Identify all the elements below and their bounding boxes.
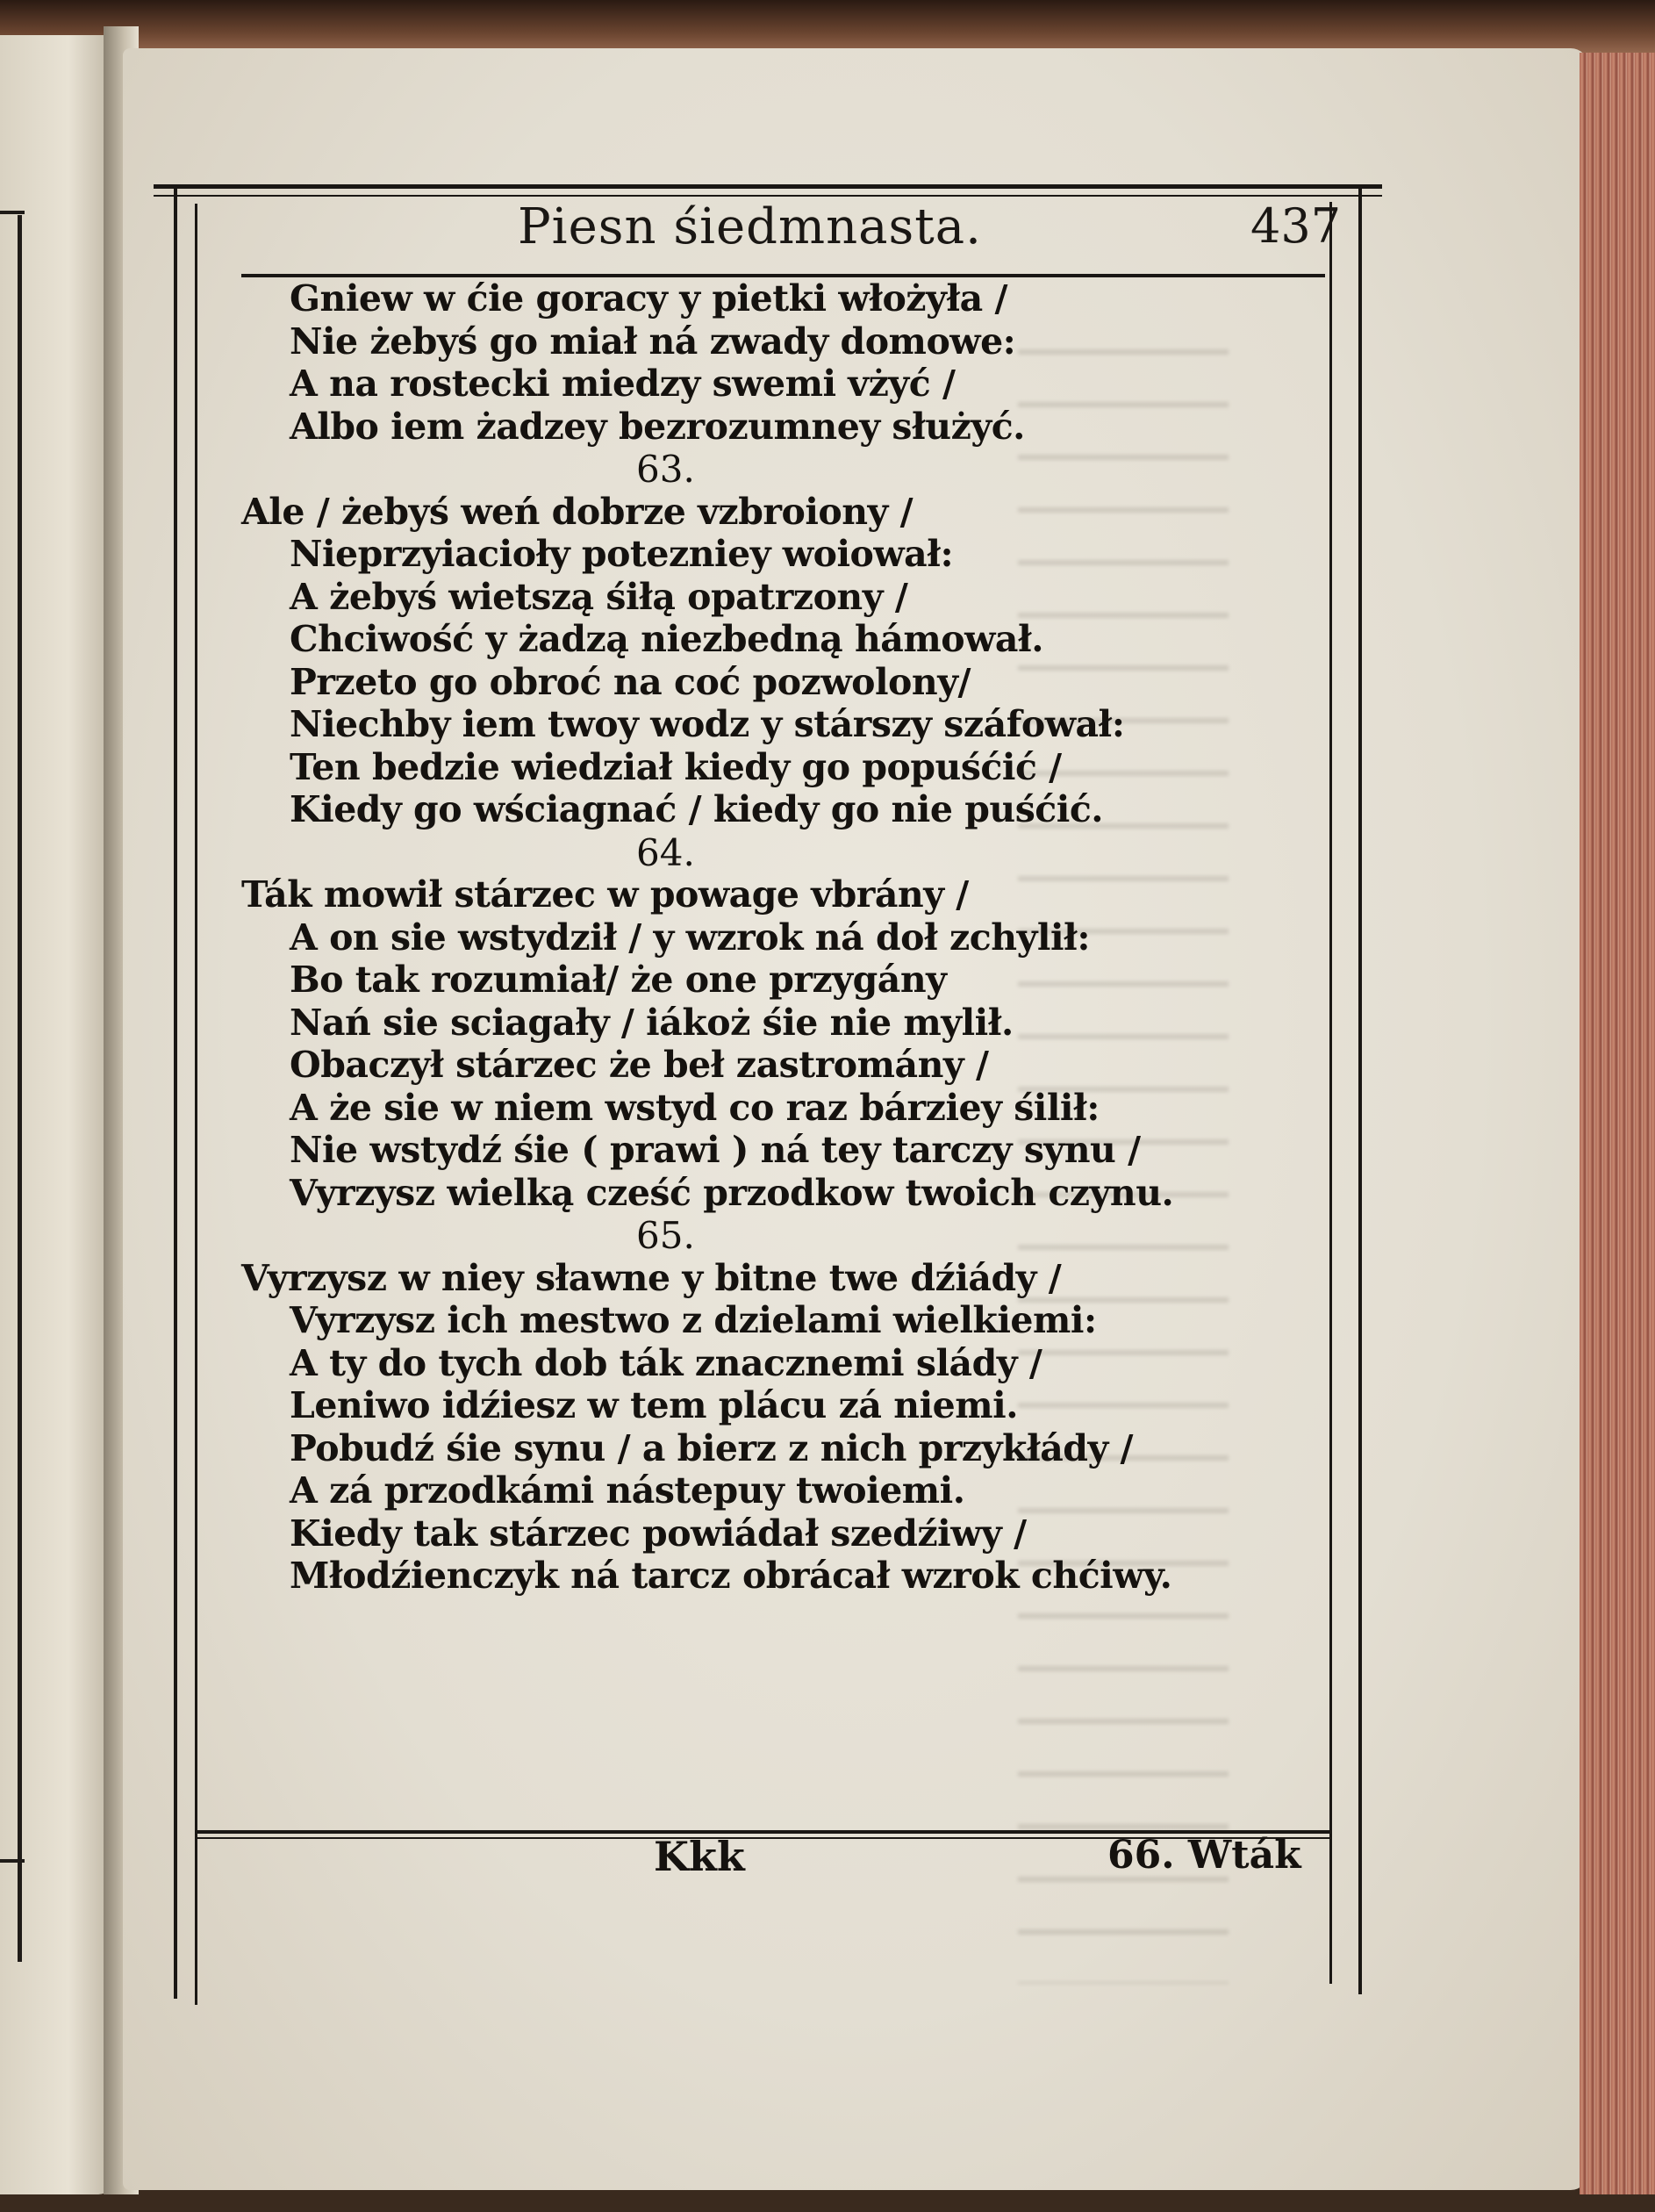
verse-line: Gniew w ćie goracy y pietki włożyła / xyxy=(290,277,1007,320)
verse-line: Nie żebyś go miał ná zwady domowe: xyxy=(290,320,1016,363)
verse-line: A że sie w niem wstyd co raz bárziey śilił: xyxy=(290,1086,1100,1129)
stanza-number: 64. xyxy=(636,830,695,874)
left-page-frame-rule xyxy=(18,215,22,1962)
poem-text xyxy=(241,277,1325,1598)
stanza-number: 65. xyxy=(636,1214,695,1257)
verse-line: Vyrzysz w niey sławne y bitne twe dźiády / xyxy=(241,1256,1062,1299)
verse-line: Albo iem żadzey bezrozumney służyć. xyxy=(290,405,1025,448)
verse-line: Leniwo idźiesz w tem plácu zá niemi. xyxy=(290,1384,1018,1426)
frame-left-rule-outer xyxy=(174,186,177,1999)
signature-mark: Kkk xyxy=(654,1833,745,1880)
verse-line: Pobudź śie synu / a bierz z nich przykłády / xyxy=(290,1426,1134,1469)
frame-top-rule xyxy=(154,184,1382,189)
verse-line: A on sie wstydził / y wzrok ná doł zchylił: xyxy=(290,916,1090,959)
frame-right-rule-inner xyxy=(1329,202,1332,1984)
verse-line: A na rostecki miedzy swemi vżyć / xyxy=(290,363,956,405)
verse-line: Vyrzysz ich mestwo z dzielami wielkiemi: xyxy=(290,1299,1097,1341)
verse-line: Przeto go obroć na coć pozwolony/ xyxy=(290,660,971,703)
left-page-frame-rule-top xyxy=(0,211,25,214)
frame-top-rule-thin xyxy=(154,195,1382,197)
verse-line: Nań sie sciagały / iákoż śie nie mylił. xyxy=(290,1001,1014,1044)
left-page xyxy=(0,35,114,2194)
page-number: 437 xyxy=(1250,198,1342,254)
verse-line: Kiedy tak stárzec powiádał szedźiwy / xyxy=(290,1512,1027,1555)
verse-line: Vyrzysz wielką cześć przodkow twoich czynu. xyxy=(290,1171,1174,1214)
verse-line: Ale / żebyś weń dobrze vzbroiony / xyxy=(241,490,913,533)
stanza-number: 63. xyxy=(636,448,695,491)
verse-line: Nieprzyiacioły potezniey woiował: xyxy=(290,533,954,575)
left-page-frame-rule-bottom xyxy=(0,1859,25,1863)
frame-left-rule-inner xyxy=(195,204,197,2005)
verse-line: Młodźienczyk ná tarcz obrácał wzrok chćiwy. xyxy=(290,1555,1172,1597)
verse-line: Bo tak rozumiał/ że one przygány xyxy=(290,959,947,1001)
frame-right-rule-outer xyxy=(1358,186,1362,1994)
verse-line: Nie wstydź śie ( prawi ) ná tey tarczy synu / xyxy=(290,1129,1141,1171)
verse-line: A żebyś wietszą śiłą opatrzony / xyxy=(290,575,908,618)
running-title: Piesn śiedmnasta. xyxy=(518,198,982,255)
page-edges xyxy=(1580,53,1655,2194)
catchword: 66. Wták xyxy=(1107,1833,1301,1878)
verse-line: Chciwość y żadzą niezbedną hámował. xyxy=(290,618,1044,660)
verse-line: A zá przodkámi nástepuy twoiemi. xyxy=(290,1469,965,1512)
verse-line: A ty do tych dob ták znacznemi slády / xyxy=(290,1341,1042,1384)
verse-line: Niechby iem twoy wodz y stárszy száfował: xyxy=(290,703,1125,745)
verse-line: Kiedy go wściagnać / kiedy go nie puśćić. xyxy=(290,788,1104,830)
verse-line: Ták mowił stárzec w powage vbrány / xyxy=(241,873,969,916)
verse-line: Ten bedzie wiedział kiedy go popuśćić / xyxy=(290,745,1062,788)
verse-line: Obaczył stárzec że beł zastromány / xyxy=(290,1044,989,1086)
